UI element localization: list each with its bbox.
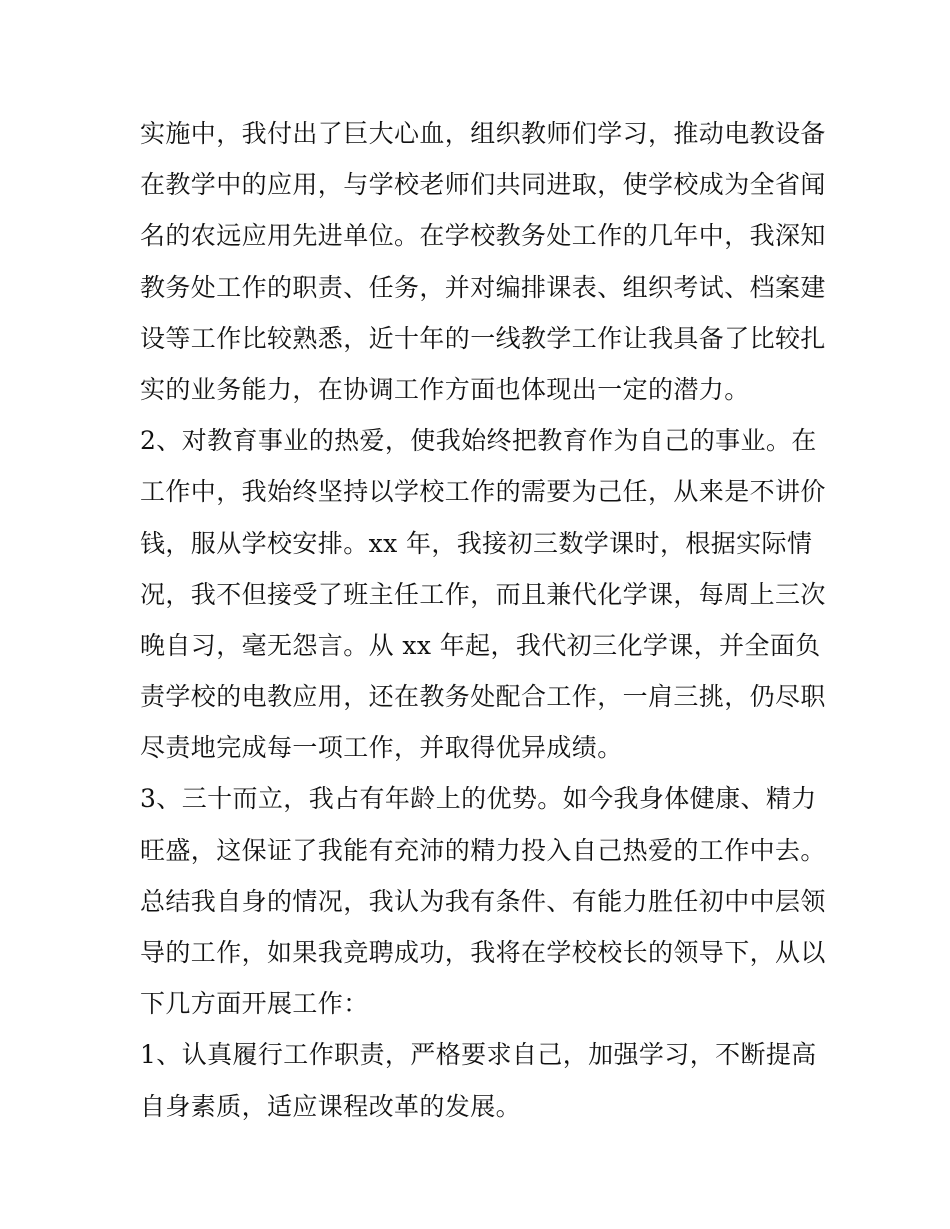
text-line: 实的业务能力，在协调工作方面也体现出一定的潜力。 (140, 374, 750, 404)
text-line: 1、认真履行工作职责，严格要求自己，加强学习，不断提高 (140, 1040, 817, 1070)
text-line: 况，我不但接受了班主任工作，而且兼代化学课，每周上三次 (140, 579, 826, 609)
text-line: 设等工作比较熟悉，近十年的一线教学工作让我具备了比较扎 (140, 323, 826, 353)
text-line: 导的工作，如果我竞聘成功，我将在学校校长的领导下，从以 (140, 938, 826, 967)
text-line: 在教学中的应用，与学校老师们共同进取，使学校成为全省闻 (140, 170, 826, 200)
text-line: 名的农远应用先进单位。在学校教务处工作的几年中，我深知 (140, 221, 826, 251)
text-line: 实施中，我付出了巨大心血，组织教师们学习，推动电教设备 (140, 119, 826, 148)
text-line: 2、对教育事业的热爱，使我始终把教育作为自己的事业。在 (140, 426, 817, 456)
text-line: 责学校的电教应用，还在教务处配合工作，一肩三挑，仍尽职 (140, 682, 826, 712)
text-line: 自身素质，适应课程改革的发展。 (140, 1091, 522, 1121)
text-line: 教务处工作的职责、任务，并对编排课表、组织考试、档案建 (140, 272, 826, 302)
text-line: 晚自习，毫无怨言。从 xx 年起，我代初三化学课，并全面负 (140, 630, 821, 660)
document-body (140, 108, 830, 1132)
text-line: 尽责地完成每一项工作，并取得优异成绩。 (140, 733, 623, 763)
text-line: 3、三十而立，我占有年龄上的优势。如今我身体健康、精力 (140, 784, 817, 814)
text-line: 下几方面开展工作： (140, 989, 369, 1019)
text-line: 工作中，我始终坚持以学校工作的需要为己任，从来是不讲价 (140, 477, 826, 507)
text-line: 总结我自身的情况，我认为我有条件、有能力胜任初中中层领 (140, 886, 826, 916)
text-line: 旺盛，这保证了我能有充沛的精力投入自己热爱的工作中去。 (140, 835, 826, 865)
text-line: 钱，服从学校安排。xx 年，我接初三数学课时，根据实际情 (140, 528, 813, 558)
